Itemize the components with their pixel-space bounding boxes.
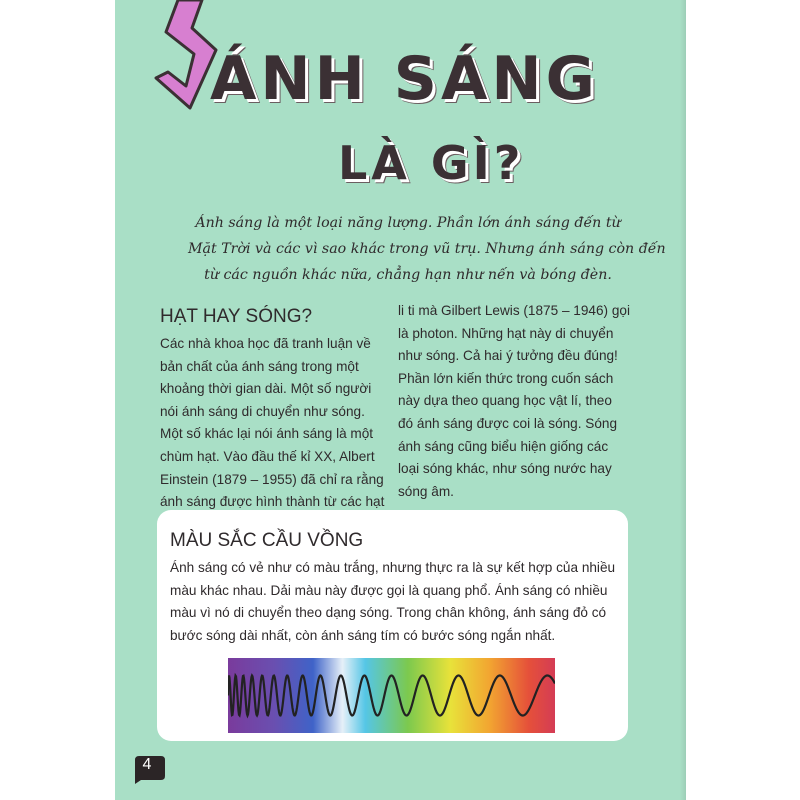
page-subtitle: LÀ GÌ? [338,136,525,190]
body-line: đó ánh sáng được coi là sóng. Sóng [398,415,618,431]
body-column-left [160,333,388,514]
page-title: ÁNH SÁNG [210,44,599,114]
spectrum-illustration [228,658,555,733]
section-heading: HẠT HAY SÓNG? [160,306,313,327]
body-line: như sóng. Cả hai ý tưởng đều đúng! [398,348,618,364]
body-line: bản chất của ánh sáng trong một [160,358,359,374]
box-line: màu vì nó di chuyển theo dạng sóng. Trong chân không, ánh sáng đỏ có [170,605,607,621]
intro-paragraph [188,210,666,288]
body-line: Phần lớn kiến thức trong cuốn sách [398,370,614,386]
body-line: này dựa theo quang học vật lí, theo [398,393,612,409]
body-line: nói ánh sáng di chuyển như sóng. [160,403,365,419]
body-line: khoảng thời gian dài. Một số người [160,381,372,397]
body-line: Một số khác lại nói ánh sáng là một [160,426,374,442]
box-line: bước sóng dài nhất, còn ánh sáng tím có bước sóng ngắn nhất. [170,627,556,643]
body-column-right [398,300,634,503]
box-text [170,557,620,647]
box-line: Ánh sáng có vẻ như có màu trắng, nhưng thực ra là sự kết hợp của nhiều [170,560,616,575]
box-heading: MÀU SẮC CẦU VỒNG [170,530,364,551]
body-line: Einstein (1879 – 1955) đã chỉ ra rằng [160,471,384,487]
box-line: màu khác nhau. Dải màu này được gọi là quang phổ. Ánh sáng có nhiều [170,582,608,598]
body-line: li ti mà Gilbert Lewis (1875 – 1946) gọi [398,303,630,318]
body-line: sóng âm. [398,483,454,499]
body-line: chùm hạt. Vào đầu thế kỉ XX, Albert [160,448,375,464]
intro-line: Mặt Trời và các vì sao khác trong vũ trụ. Nhưng ánh sáng còn đến [188,241,666,257]
body-line: loại sóng khác, như sóng nước hay [398,461,612,477]
intro-line: Ánh sáng là một loại năng lượng. Phần lớn ánh sáng đến từ [195,215,621,231]
page-edge-shadow [680,0,686,800]
body-line: là photon. Những hạt này di chuyển [398,325,614,341]
intro-line: từ các nguồn khác nữa, chẳng hạn như nến và bóng đèn. [204,267,612,283]
body-line: Các nhà khoa học đã tranh luận về [160,336,371,351]
body-line: ánh sáng cũng biểu hiện giống các [398,438,609,454]
body-line: ánh sáng được hình thành từ các hạt [160,494,385,510]
page-number: 4 [142,756,152,773]
